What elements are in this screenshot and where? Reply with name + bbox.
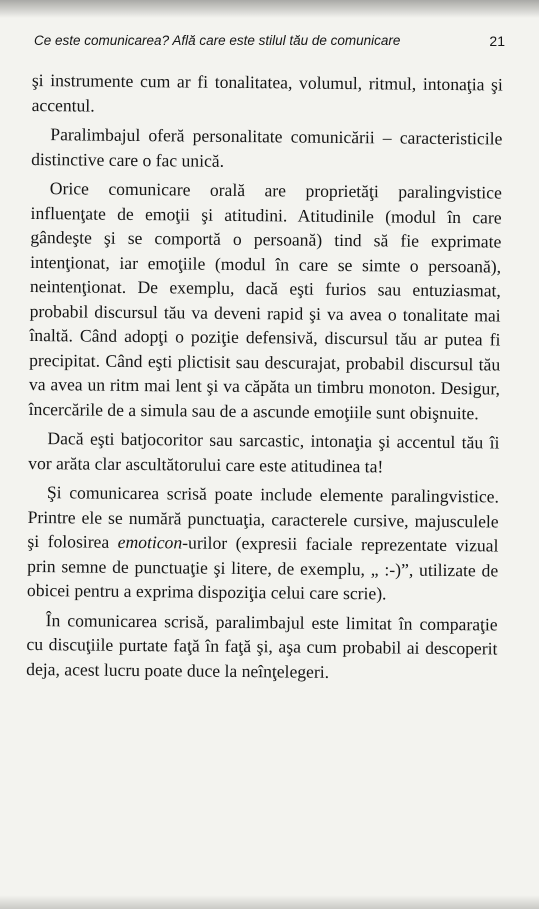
paragraph: Orice comunicare orală are proprietăţi paralingvistice influenţate de emoţii şi atitudini. Atitudinile (modul în care gândeşte şi se comportă o persoană) tind să fie exprimate intenţionat, iar emoţiile (modul în care se simte o persoană), neintenţionat. De exemplu, dacă eşti furios sau entuziasmat, probabil discursul tău va deveni rapid şi va avea o tonalitate mai înaltă. Când adopţi o poziţie defensivă, discursul tău ar putea fi precipitat. Când eşti plictisit sau descurajat, probabil discursul tău va avea un ritm mai lent şi va căpăta un timbru monoton. Desigur, încercările de a simula sau de a ascunde emoţiile sunt obişnuite. — [28, 178, 502, 423]
page-number: 21 — [489, 33, 505, 49]
paragraph: În comunicarea scrisă, paralimbajul este limitat în comparaţie cu discuţiile purtate faţă în faţă şi, aşa cum probabil ai descoperit deja, acest lucru poate duce la neînţelegeri. — [26, 609, 498, 682]
page-top-shadow — [0, 0, 539, 18]
paragraph: şi instrumente cum ar fi tonalitatea, volumul, ritmul, intonaţia şi accentul. — [31, 69, 503, 116]
running-header-title: Ce este comunicarea? Află care este stilul tău de comunicare — [34, 33, 401, 48]
body-text — [26, 68, 503, 690]
page-bottom-shadow — [0, 895, 539, 909]
paragraph: Şi comunicarea scrisă poate include elemente paralingvistice. Printre ele se numără punctuaţia, caracterele cursive, majusculele şi folosirea emoticon-urilor (expresii faciale reprezentate vizual prin semne de punctuaţie şi litere, de exemplu, „ :-)”, utilizate de obicei pentru a exprima dispoziţia celui care scrie). — [26, 482, 500, 604]
paragraph: Dacă eşti batjocoritor sau sarcastic, intonaţia şi accentul tău îi vor arăta clar ascultătorului care este atitudinea ta! — [28, 428, 500, 476]
paragraph: Paralimbajul oferă personalitate comunicării – caracteristicile distinctive care o fac unică. — [31, 124, 503, 171]
running-header — [34, 33, 505, 53]
